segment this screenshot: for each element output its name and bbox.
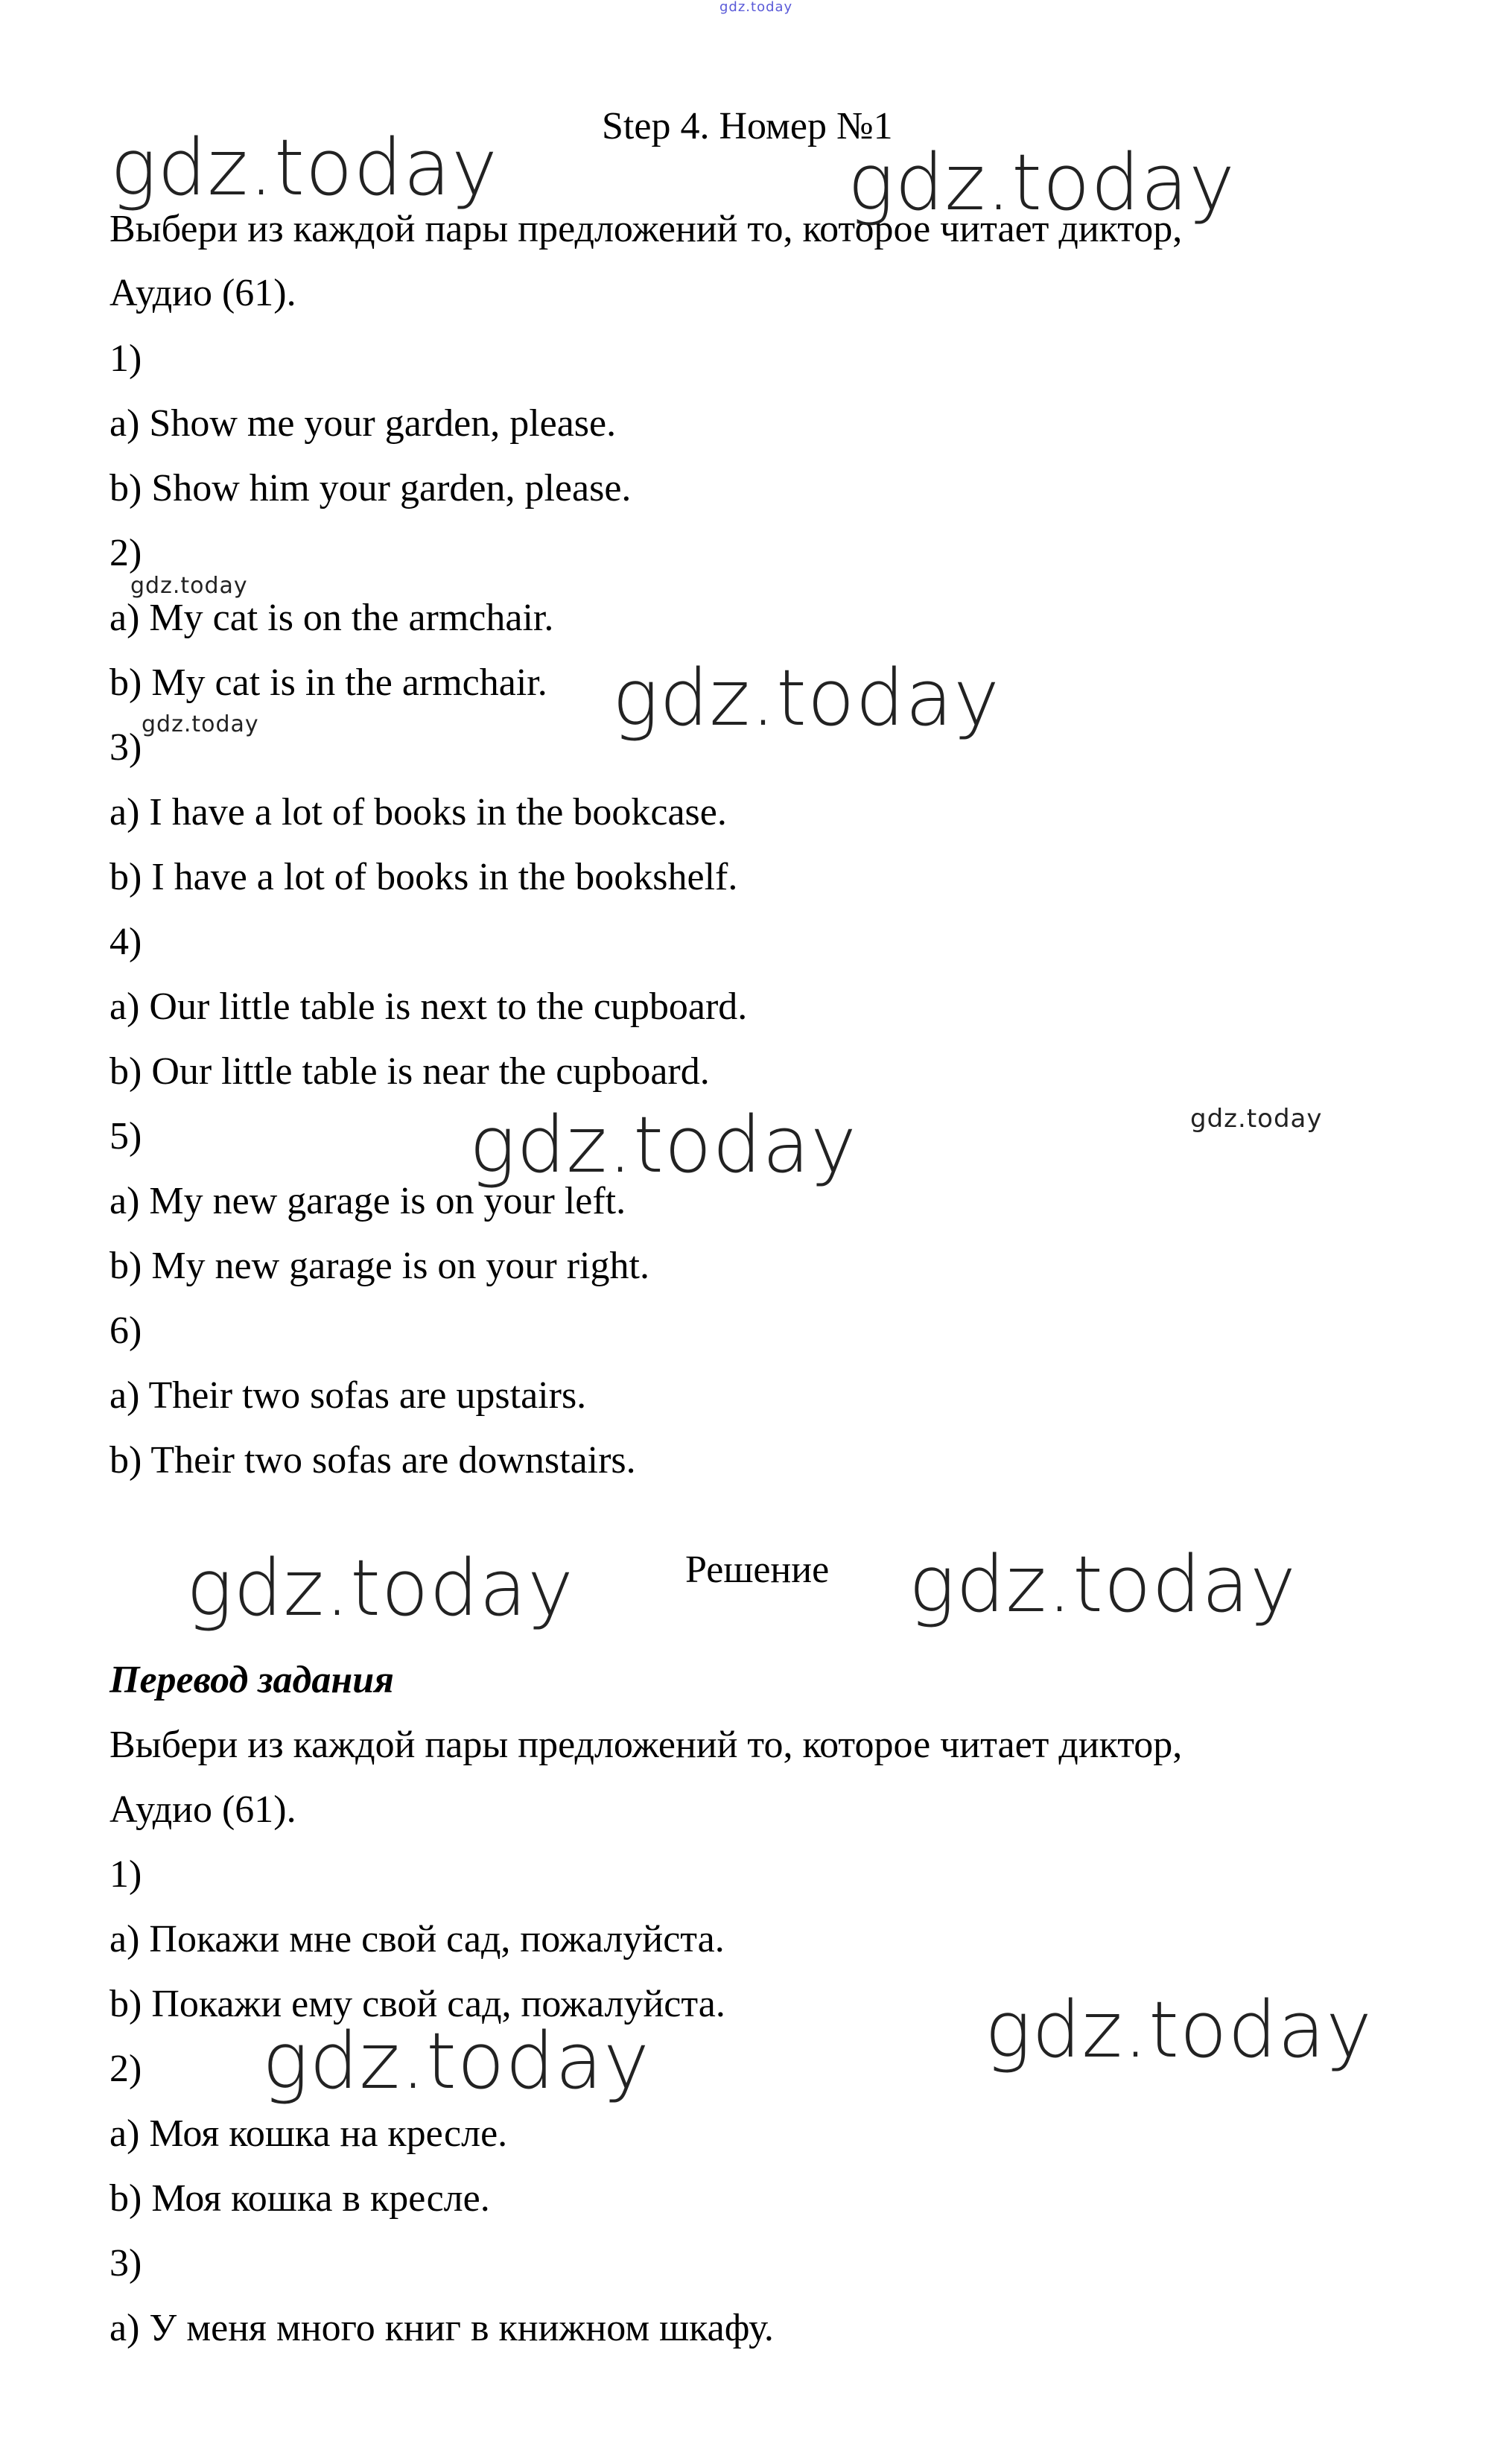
option-b: b) Моя кошка в кресле. bbox=[109, 2177, 490, 2220]
option-a: a) Show me your garden, please. bbox=[109, 402, 617, 445]
item-number: 1) bbox=[109, 337, 142, 380]
instruction-line: Аудио (61). bbox=[109, 1788, 296, 1831]
option-a: а) Моя кошка на кресле. bbox=[109, 2112, 508, 2155]
page-title: Step 4. Номер №1 bbox=[602, 105, 893, 147]
option-a: a) I have a lot of books in the bookcase. bbox=[109, 791, 727, 833]
instruction-line: Выбери из каждой пары предложений то, которое читает диктор, bbox=[109, 208, 1183, 250]
watermark: gdz.today bbox=[985, 1984, 1373, 2075]
instruction-line: Выбери из каждой пары предложений то, которое читает диктор, bbox=[109, 1724, 1183, 1766]
watermark: gdz.today bbox=[612, 652, 1000, 743]
option-b: b) Show him your garden, please. bbox=[109, 467, 632, 509]
item-number: 4) bbox=[109, 921, 142, 963]
option-a: a) Our little table is next to the cupboard. bbox=[109, 985, 748, 1028]
item-number: 5) bbox=[109, 1115, 142, 1158]
item-number: 3) bbox=[109, 2242, 142, 2284]
watermark: gdz.today bbox=[719, 0, 793, 15]
watermark: gdz.today bbox=[1190, 1104, 1323, 1134]
solution-label: Решение bbox=[685, 1549, 830, 1591]
option-b: b) My new garage is on your right. bbox=[109, 1245, 649, 1287]
option-a: а) Покажи мне свой сад, пожалуйста. bbox=[109, 1918, 725, 1960]
option-b: b) Our little table is near the cupboard. bbox=[109, 1050, 710, 1093]
item-number: 1) bbox=[109, 1853, 142, 1896]
option-b: b) Покажи ему свой сад, пожалуйста. bbox=[109, 1983, 725, 2025]
watermark: gdz.today bbox=[262, 2016, 650, 2106]
option-a: а) У меня много книг в книжном шкафу. bbox=[109, 2307, 774, 2349]
watermark: gdz.today bbox=[848, 137, 1236, 228]
option-a: a) My new garage is on your left. bbox=[109, 1180, 626, 1222]
watermark: gdz.today bbox=[110, 122, 498, 213]
watermark: gdz.today bbox=[130, 573, 248, 599]
translation-heading: Перевод задания bbox=[109, 1659, 394, 1701]
option-b: b) Their two sofas are downstairs. bbox=[109, 1439, 636, 1482]
item-number: 2) bbox=[109, 2048, 142, 2090]
item-number: 3) bbox=[109, 726, 142, 769]
option-b: b) I have a lot of books in the bookshelf. bbox=[109, 856, 738, 898]
item-number: 6) bbox=[109, 1309, 142, 1352]
option-a: a) My cat is on the armchair. bbox=[109, 597, 554, 639]
option-a: a) Their two sofas are upstairs. bbox=[109, 1374, 587, 1417]
watermark: gdz.today bbox=[909, 1539, 1297, 1630]
watermark: gdz.today bbox=[186, 1543, 574, 1633]
option-b: b) My cat is in the armchair. bbox=[109, 661, 547, 704]
instruction-line: Аудио (61). bbox=[109, 272, 296, 314]
watermark: gdz.today bbox=[469, 1099, 857, 1190]
watermark: gdz.today bbox=[142, 711, 259, 737]
item-number: 2) bbox=[109, 532, 142, 574]
